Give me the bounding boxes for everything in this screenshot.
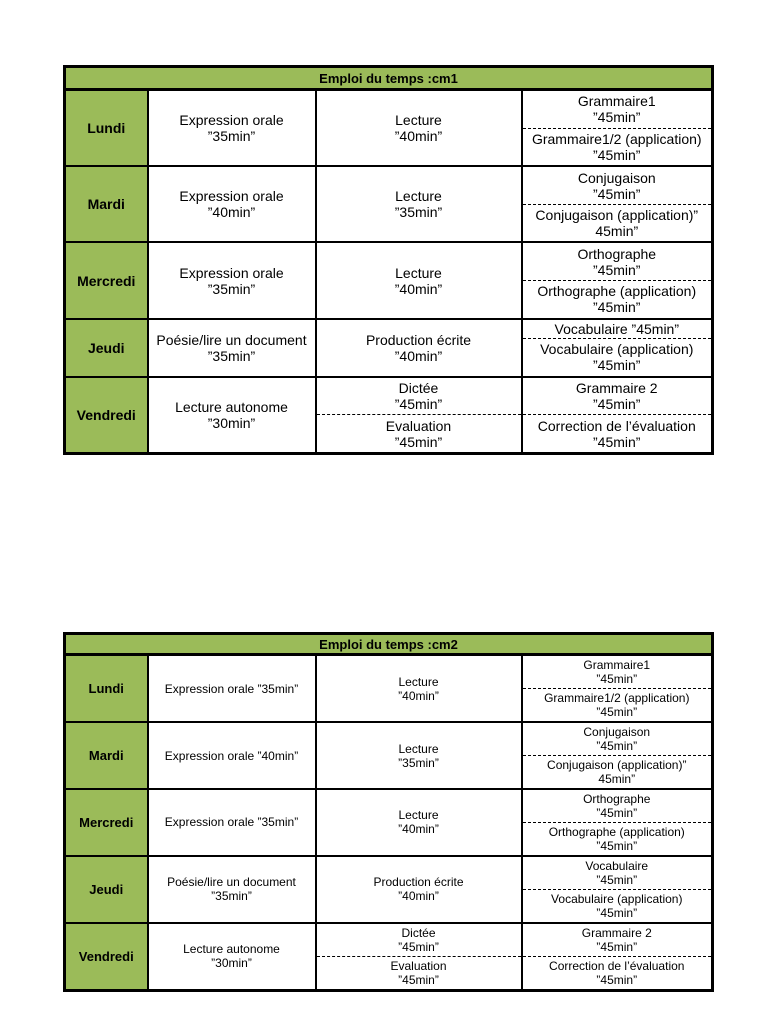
day-label: Vendredi — [65, 923, 148, 991]
lesson-cell: Lecture ”35min” — [316, 722, 522, 789]
day-label: Lundi — [65, 90, 148, 167]
lesson-cell: Conjugaison (application)” 45min” — [522, 756, 713, 789]
day-label: Jeudi — [65, 856, 148, 923]
lesson-cell: Expression orale ”40min” — [148, 166, 316, 242]
lesson-cell: Grammaire1/2 (application) ”45min” — [522, 689, 713, 722]
lesson-cell: Grammaire 2 ”45min” — [522, 377, 713, 415]
lesson-cell: Orthographe ”45min” — [522, 789, 713, 822]
lesson-cell: Dictée ”45min” — [316, 923, 522, 956]
day-label: Mercredi — [65, 789, 148, 856]
lesson-cell: Conjugaison ”45min” — [522, 166, 713, 204]
day-label: Mercredi — [65, 242, 148, 318]
lesson-cell: Correction de l’évaluation ”45min” — [522, 415, 713, 454]
lesson-cell: Conjugaison (application)” 45min” — [522, 204, 713, 242]
lesson-cell: Lecture ”40min” — [316, 789, 522, 856]
lesson-cell: Dictée ”45min” — [316, 377, 522, 415]
timetable-title: Emploi du temps :cm1 — [65, 67, 713, 90]
lesson-cell: Grammaire 2 ”45min” — [522, 923, 713, 956]
lesson-cell: Conjugaison ”45min” — [522, 722, 713, 755]
day-label: Lundi — [65, 655, 148, 723]
lesson-cell: Orthographe ”45min” — [522, 242, 713, 280]
lesson-cell: Expression orale ”40min” — [148, 722, 316, 789]
lesson-cell: Poésie/lire un document ”35min” — [148, 319, 316, 377]
lesson-cell: Vocabulaire (application) ”45min” — [522, 889, 713, 922]
day-label: Mardi — [65, 722, 148, 789]
lesson-cell: Orthographe (application) ”45min” — [522, 822, 713, 855]
lesson-cell: Vocabulaire ”45min” — [522, 856, 713, 889]
lesson-cell: Expression orale ”35min” — [148, 655, 316, 723]
lesson-cell: Evaluation ”45min” — [316, 415, 522, 454]
lesson-cell: Expression orale ”35min” — [148, 242, 316, 318]
lesson-cell: Grammaire1/2 (application) ”45min” — [522, 128, 713, 166]
lesson-cell: Lecture ”40min” — [316, 90, 522, 167]
lesson-cell: Production écrite ”40min” — [316, 319, 522, 377]
timetable-title: Emploi du temps :cm2 — [65, 634, 713, 655]
lesson-cell: Lecture ”35min” — [316, 166, 522, 242]
lesson-cell: Lecture ”40min” — [316, 655, 522, 723]
day-label: Vendredi — [65, 377, 148, 454]
timetable-cm2 — [63, 632, 714, 992]
lesson-cell: Expression orale ”35min” — [148, 90, 316, 167]
lesson-cell: Orthographe (application) ”45min” — [522, 281, 713, 319]
lesson-cell: Vocabulaire (application) ”45min” — [522, 339, 713, 377]
lesson-cell: Lecture ”40min” — [316, 242, 522, 318]
lesson-cell: Lecture autonome ”30min” — [148, 377, 316, 454]
day-label: Jeudi — [65, 319, 148, 377]
lesson-cell: Lecture autonome ”30min” — [148, 923, 316, 991]
lesson-cell: Expression orale ”35min” — [148, 789, 316, 856]
lesson-cell: Production écrite ”40min” — [316, 856, 522, 923]
lesson-cell: Vocabulaire ”45min” — [522, 319, 713, 339]
day-label: Mardi — [65, 166, 148, 242]
lesson-cell: Grammaire1 ”45min” — [522, 655, 713, 689]
lesson-cell: Correction de l’évaluation ”45min” — [522, 956, 713, 990]
timetable-cm1 — [63, 65, 714, 455]
lesson-cell: Evaluation ”45min” — [316, 956, 522, 990]
lesson-cell: Grammaire1 ”45min” — [522, 90, 713, 129]
lesson-cell: Poésie/lire un document ”35min” — [148, 856, 316, 923]
